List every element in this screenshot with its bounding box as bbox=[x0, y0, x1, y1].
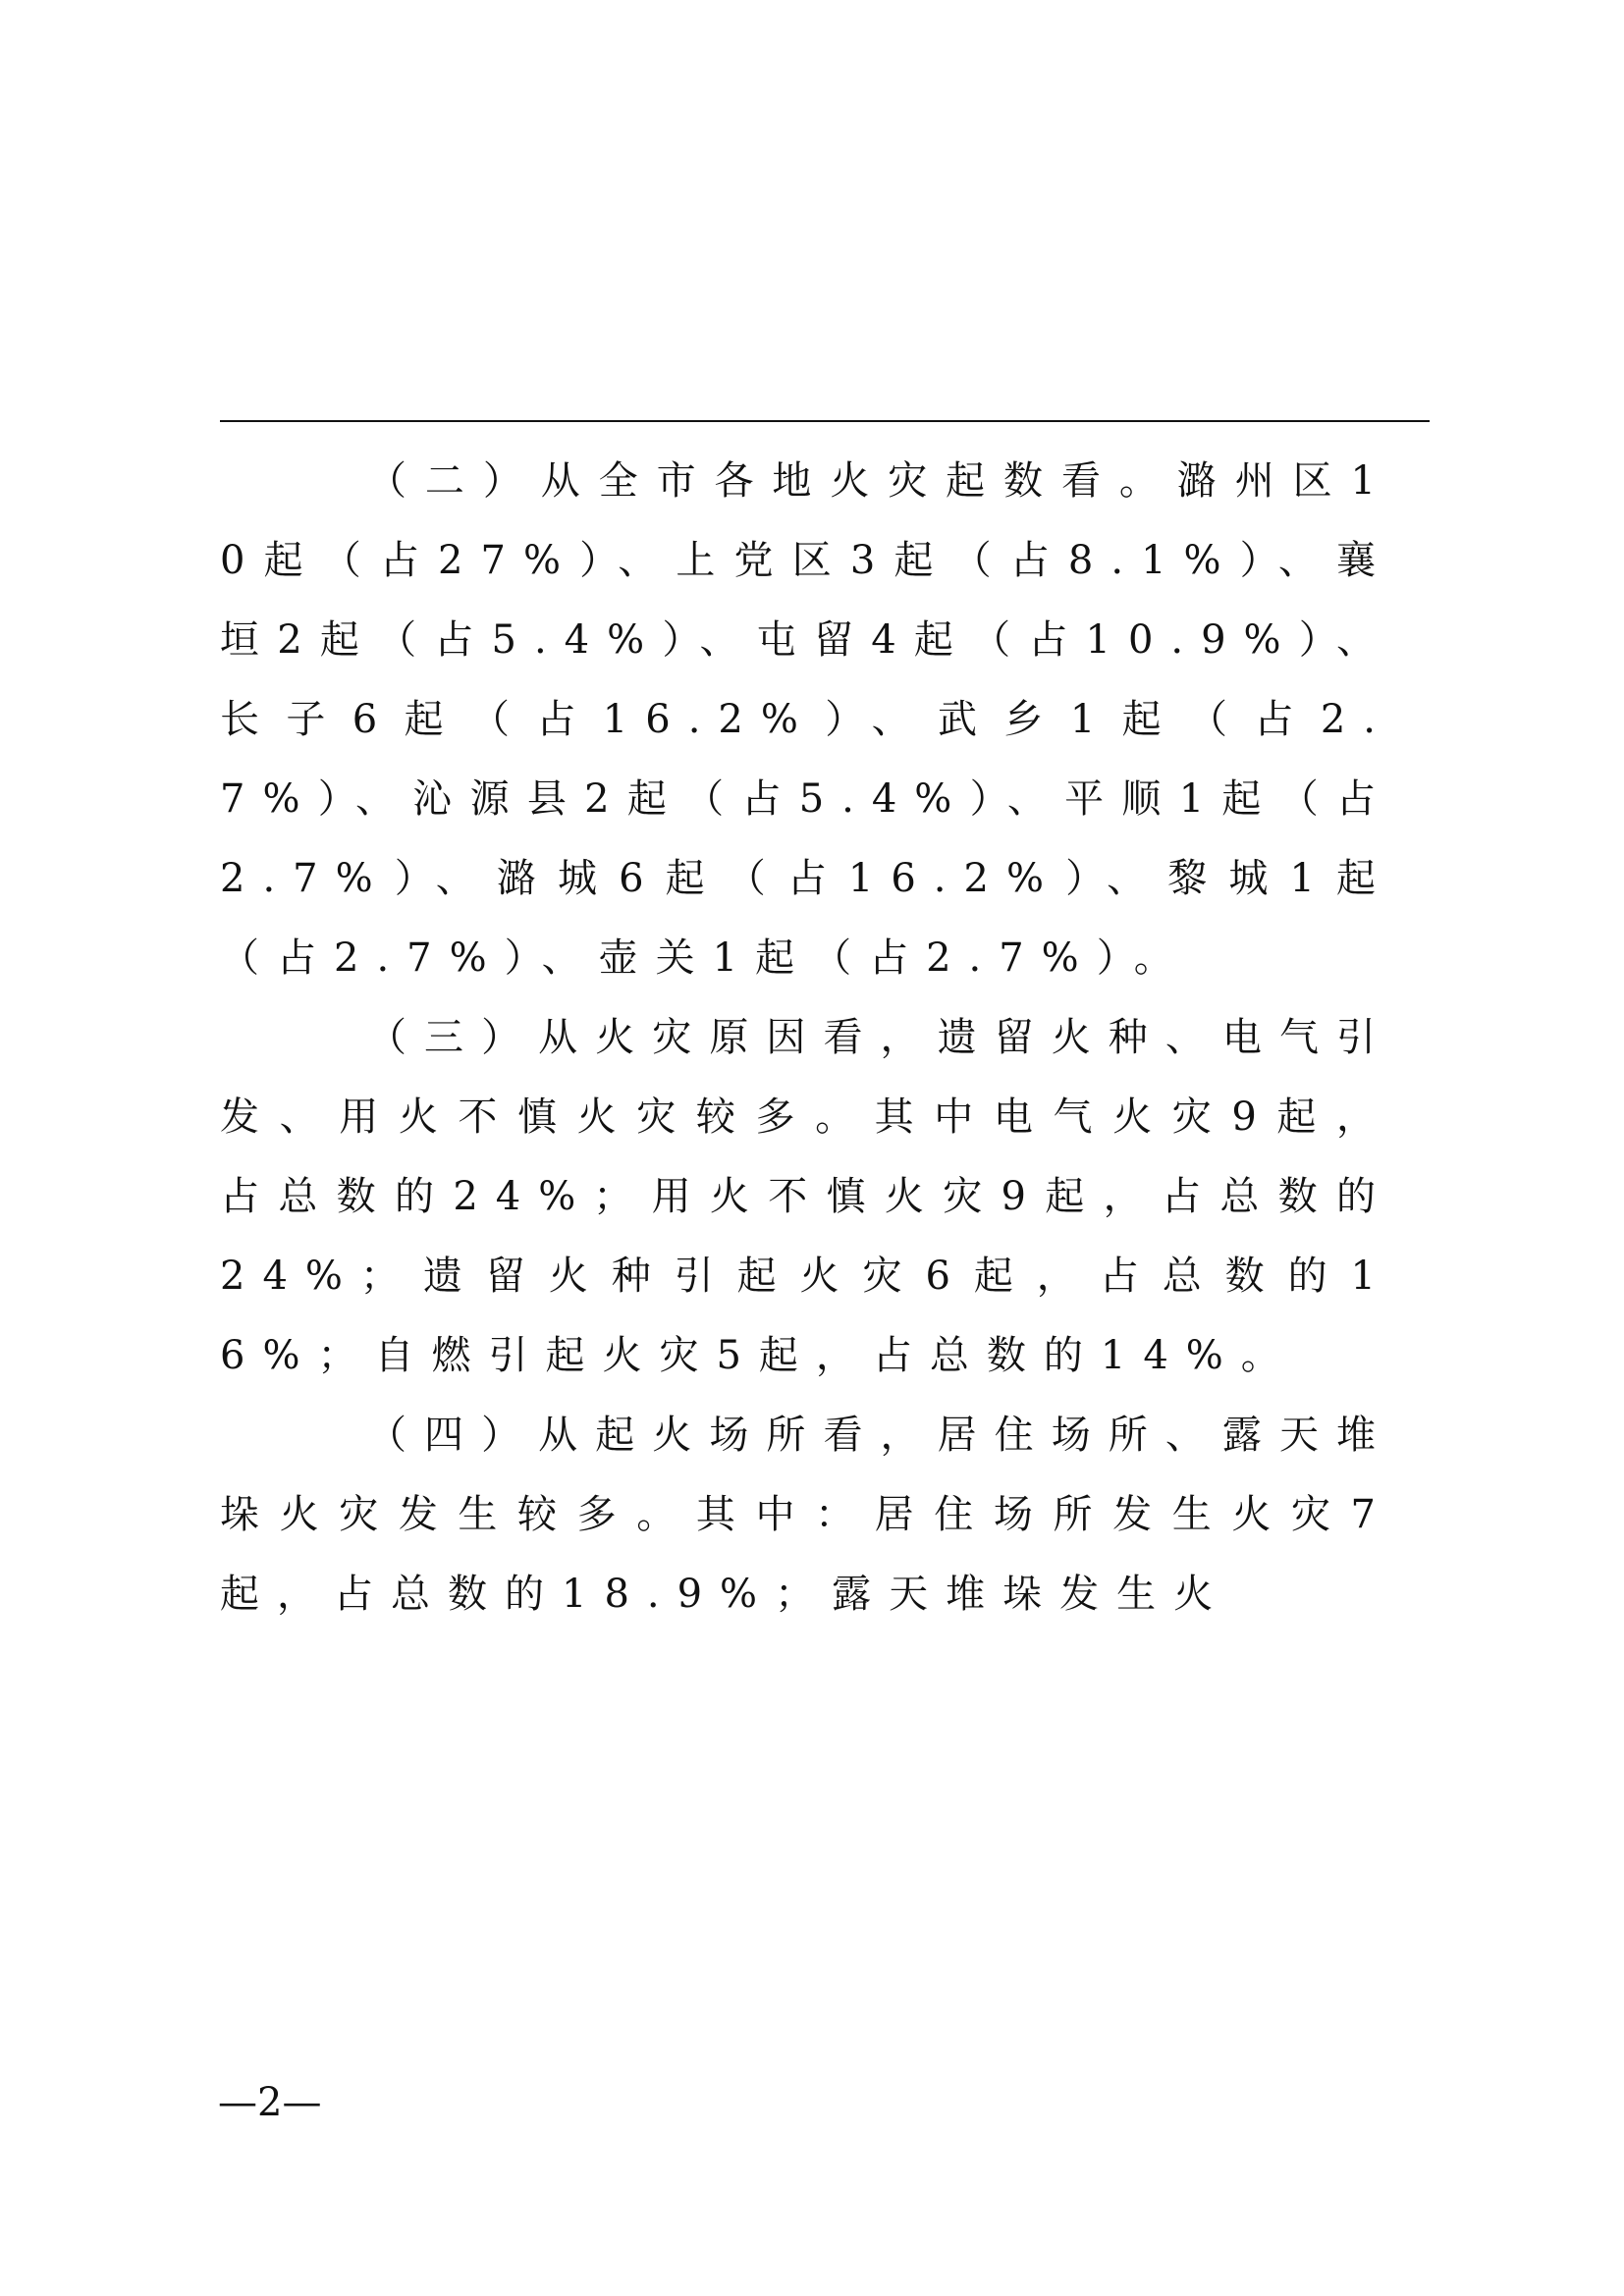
page-number: —2— bbox=[218, 2080, 322, 2125]
header-rule bbox=[220, 420, 1430, 422]
paragraph-by-location: （四）从起火场所看，居住场所、露天堆垛火灾发生较多。其中：居住场所发生火灾7起，占总数的18.9%；露天堆垛发生火 bbox=[220, 1413, 1393, 1617]
document-body bbox=[220, 442, 1393, 1634]
paragraph-by-cause: （三）从火灾原因看，遗留火种、电气引发、用火不慎火灾较多。其中电气火灾9起，占总数的24%；用火不慎火灾9起，占总数的24%；遗留火种引起火灾6起，占总数的16%；自燃引起火灾5起，占总数的14%。 bbox=[220, 1015, 1393, 1378]
paragraph-by-region: （二）从全市各地火灾起数看。潞州区10起（占27%）、上党区3起（占8.1%）、襄垣2起（占5.4%）、屯留4起（占10.9%）、长子6起（占16.2%）、武乡1起（占2.7%）、沁源县2起（占5.4%）、平顺1起（占2.7%）、潞城6起（占16.2%）、黎城1起（占2.7%）、壶关1起（占2.7%）。 bbox=[220, 458, 1393, 981]
